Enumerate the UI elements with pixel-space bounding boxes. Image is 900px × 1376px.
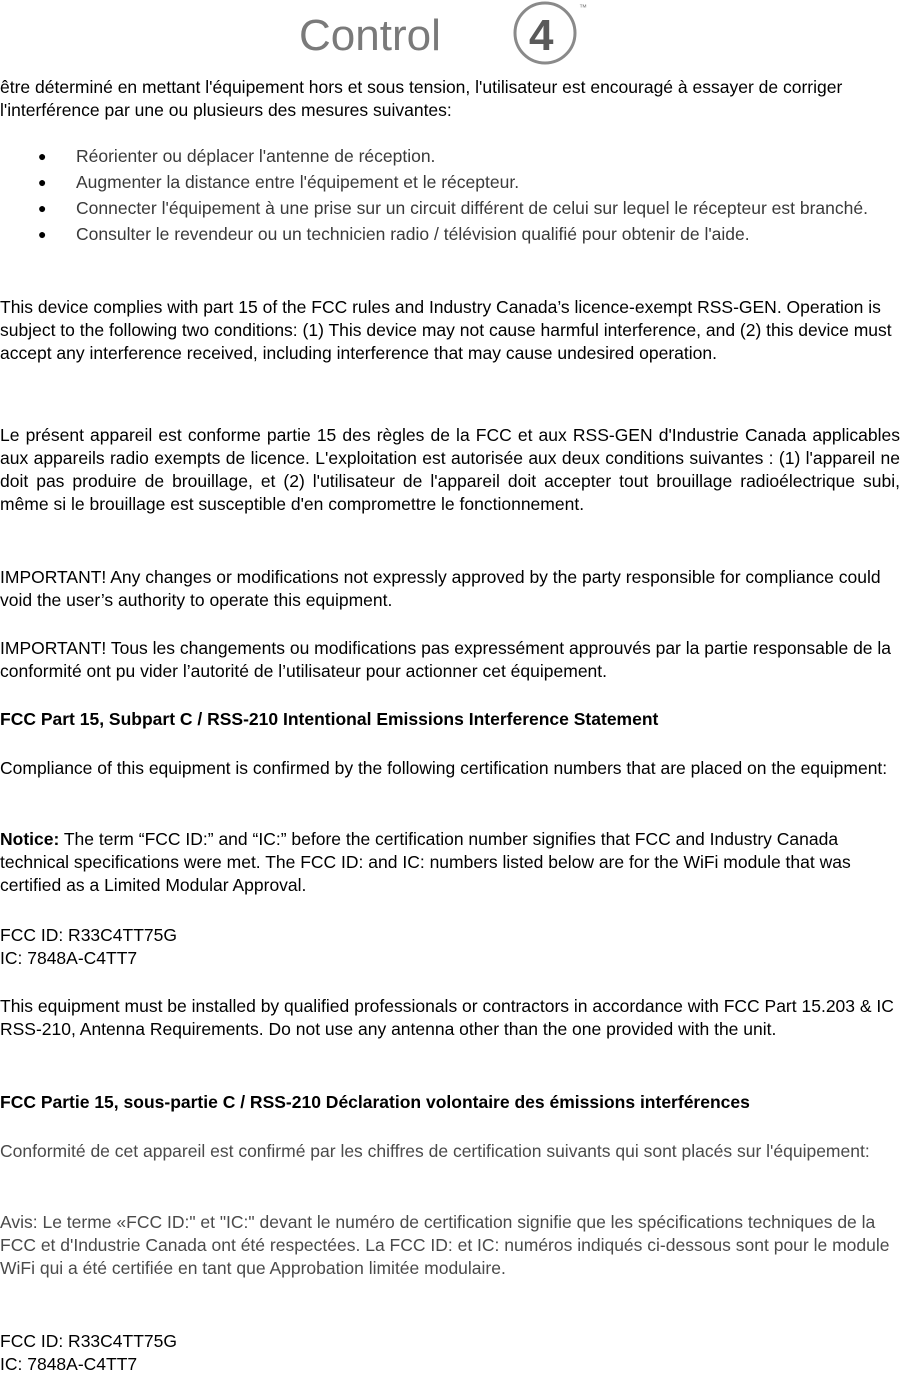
bullet-text: Connecter l'équipement à une prise sur un circuit différent de celui sur lequel le récepteur est branché. <box>76 198 868 218</box>
list-item <box>0 171 900 194</box>
cert-ids-2 <box>0 1330 900 1376</box>
logo-tm: ™ <box>579 3 587 12</box>
bullet-text: Augmenter la distance entre l'équipement et le récepteur. <box>76 172 520 192</box>
install-en-paragraph <box>0 995 900 1041</box>
bullet-list <box>0 145 900 246</box>
compliance-en-text: Compliance of this equipment is confirmed by the following certification numbers that are placed on the equipment: <box>0 758 888 778</box>
important-en-text: IMPORTANT! Any changes or modifications not expressly approved by the party responsible for compliance could void the user’s authority to operate this equipment. <box>0 567 881 610</box>
fcc-part15-paragraph <box>0 296 900 365</box>
heading-en-text: FCC Part 15, Subpart C / RSS-210 Intentional Emissions Interference Statement <box>0 709 659 729</box>
logo-mark: 4 <box>529 11 554 60</box>
fcc-part15-fr-text: Le présent appareil est conforme partie 15 des règles de la FCC et aux RSS-GEN d'Industrie Canada applicables aux appareils radio exempts de licence. L'exploitation est autorisée aux deux conditions suivantes : (1) l'appareil ne doit pas produire de brouillage, et (2) l'utilisateur de l'appareil doit accepter tout brouillage radioélectrique subi, même si le brouillage est susceptible d'en compromettre le fonctionnement. <box>0 425 900 514</box>
important-fr-paragraph <box>0 637 900 683</box>
fcc-part15-fr-paragraph <box>0 424 900 516</box>
heading-fr <box>0 1091 900 1114</box>
important-fr-text: IMPORTANT! Tous les changements ou modifications pas expressément approuvés par la partie responsable de la conformité ont pu vider l’autorité de l’utilisateur pour actionner cet équipement. <box>0 638 892 681</box>
ic-text: IC: 7848A-C4TT7 <box>0 948 138 968</box>
avis-fr-paragraph <box>0 1211 900 1280</box>
control4-logo <box>0 0 900 70</box>
fcc-id-text: FCC ID: R33C4TT75G <box>0 925 177 945</box>
bullet-icon: ● <box>38 226 47 242</box>
compliance-fr-paragraph <box>0 1140 900 1163</box>
ic-text: IC: 7848A-C4TT7 <box>0 1354 138 1374</box>
notice-paragraph <box>0 828 900 897</box>
important-en-paragraph <box>0 566 900 612</box>
bullet-icon: ● <box>38 148 47 164</box>
list-item <box>0 223 900 246</box>
fcc-id-text: FCC ID: R33C4TT75G <box>0 1331 177 1351</box>
bullet-text: Consulter le revendeur ou un technicien radio / télévision qualifié pour obtenir de l'aide. <box>76 224 750 244</box>
install-en-text: This equipment must be installed by qualified professionals or contractors in accordance with FCC Part 15.203 & IC RSS-210, Antenna Requirements. Do not use any antenna other than the one provided with the unit. <box>0 996 894 1039</box>
avis-fr-text: Avis: Le terme «FCC ID:" et "IC:" devant le numéro de certification signifie que les spécifications techniques de la FCC et d'Industrie Canada ont été respectées. La FCC ID: et IC: numéros indiqués ci-dessous sont pour le module WiFi qui a été certifiée en tant que Approbation limitée modulaire. <box>0 1212 890 1278</box>
notice-label: Notice: <box>0 829 60 849</box>
bullet-icon: ● <box>38 200 47 216</box>
list-item <box>0 145 900 168</box>
heading-en <box>0 708 900 731</box>
list-item <box>0 197 900 220</box>
cert-ids-1 <box>0 924 900 970</box>
logo-mark-icon <box>515 3 575 63</box>
intro-paragraph <box>0 76 900 122</box>
fcc-part15-text: This device complies with part 15 of the FCC rules and Industry Canada’s licence-exempt RSS-GEN. Operation is subject to the following two conditions: (1) This device may not cause harmful interference, and (2) this device must accept any interference received, including interference that may cause undesired operation. <box>0 297 892 363</box>
bullet-icon: ● <box>38 174 47 190</box>
intro-text: être déterminé en mettant l'équipement hors et sous tension, l'utilisateur est encouragé à essayer de corriger l'interférence par une ou plusieurs des mesures suivantes: <box>0 77 843 120</box>
logo-text: Control <box>299 11 441 60</box>
control4-logo-icon <box>297 0 597 68</box>
bullet-text: Réorienter ou déplacer l'antenne de réception. <box>76 146 436 166</box>
compliance-fr-text: Conformité de cet appareil est confirmé par les chiffres de certification suivants qui sont placés sur l'équipement: <box>0 1141 870 1161</box>
compliance-en-paragraph <box>0 757 900 780</box>
heading-fr-text: FCC Partie 15, sous-partie C / RSS-210 Déclaration volontaire des émissions interférences <box>0 1092 750 1112</box>
notice-text: The term “FCC ID:” and “IC:” before the certification number signifies that FCC and Industry Canada technical specifications were met. The FCC ID: and IC: numbers listed below are for the WiFi module that was certified as a Limited Modular Approval. <box>0 829 851 895</box>
